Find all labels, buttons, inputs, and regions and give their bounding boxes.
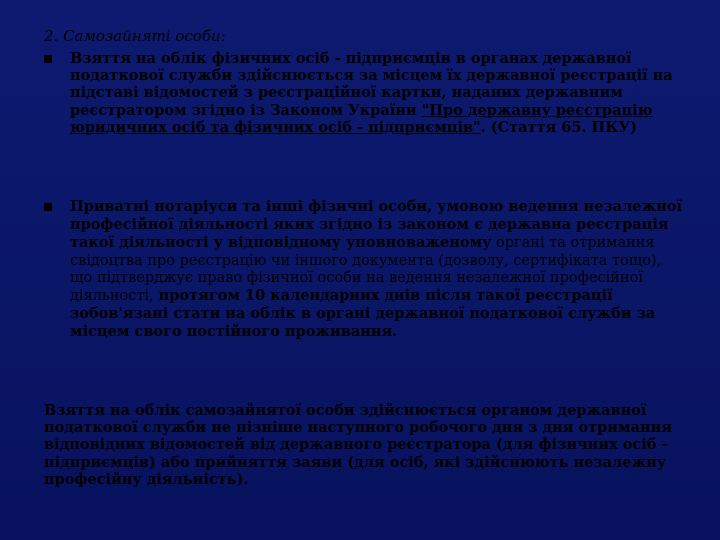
list-item-text — [70, 198, 684, 342]
square-bullet-icon — [44, 55, 52, 63]
list-item — [44, 198, 684, 342]
closing-paragraph: Взяття на облік самозайнятої особи здійснюється органом державної податкової служби не пізніше наступного робочого дня з дня отримання відповідних відомостей від державного реєстратора (для фізичних осіб - підприємців) або прийняття заяви (для осіб, які здійснюють незалежну професійну діяльність). — [44, 402, 672, 488]
item1-text: Взяття на облік фізичних осіб - підприємців в органах державної податкової служби здійснюється за місцем їх державної реєстрації на підставі відомостей з реєстраційної картки, наданих державним реєстратором згідно із Законом України — [70, 50, 673, 119]
square-bullet-icon — [44, 203, 52, 211]
law-link[interactable]: "Про державну реєстрацію юридичних осіб та фізичних осіб - підприємців" — [70, 101, 653, 136]
item2-normal-part: органі та отримання свідоцтва про реєстрацію чи іншого документа (дозволу, сертифіката тощо), що підтверджує право фізичної особи на ведення незалежної професійної діяльності, — [70, 235, 662, 305]
item2-bold-tail: протягом 10 календарних днів після такої реєстрації зобов'язані стати на облік в органі державної податкової служби за місцем свого постійного проживання. — [70, 287, 656, 341]
item1-tail: . (Стаття 65. ПКУ) — [480, 118, 638, 136]
slide-heading: 2. Самозайняті особи: — [44, 27, 226, 45]
item2-bold-part: Приватні нотаріуси та інші фізичні особи, умовою ведення незалежної професійної діяльності яких згідно із законом є державна реєстрація такої діяльності у відповідному уповноваженому — [70, 198, 682, 252]
list-item-text — [70, 50, 684, 136]
list-item — [44, 50, 684, 136]
